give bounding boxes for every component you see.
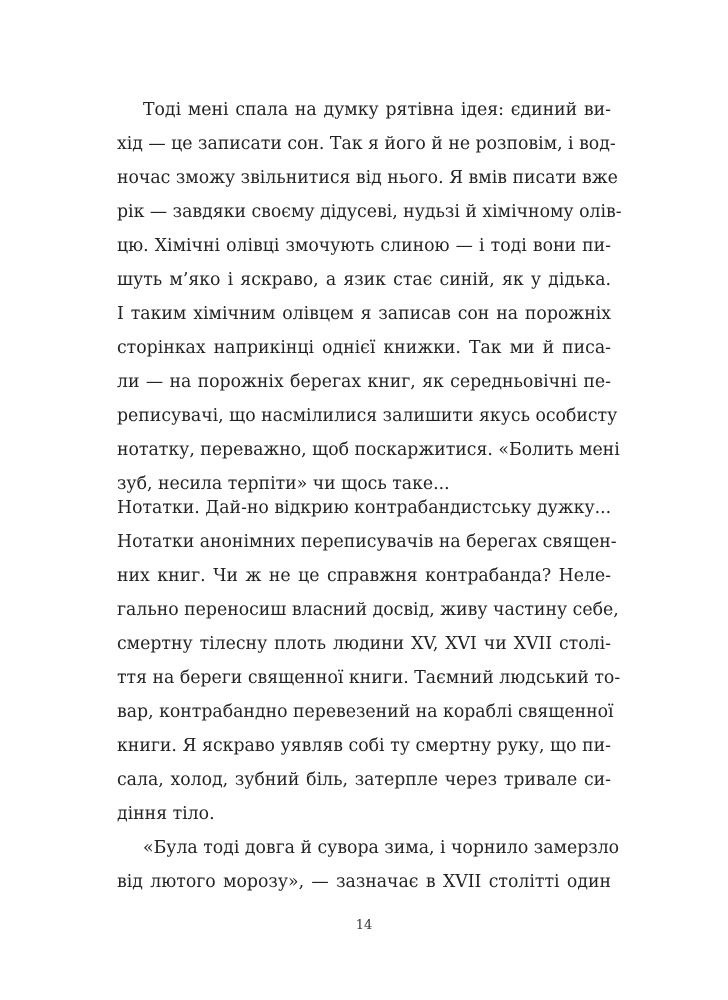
text-line: зуб, несила терпіти» чи щось таке... — [117, 474, 450, 494]
text-line: рік — завдяки своєму дідусеві, нудьзі й хімічному олів- — [117, 202, 622, 222]
text-line: хід — це записати сон. Так я його й не розповім, і вод- — [117, 134, 616, 154]
text-line: шуть м’яко і яскраво, а язик стає синій, як у дідька. — [117, 270, 611, 290]
text-line: ли — на порожніх берегах книг, як середньовічні пе- — [117, 372, 611, 392]
text-line: них книг. Чи ж не це справжня контрабанда? Неле- — [117, 566, 611, 586]
text-line: діння тіло. — [117, 804, 215, 824]
text-line: смертну тілесну плоть людини XV, XVI чи XVII столі- — [117, 634, 611, 654]
text-line: сала, холод, зубний біль, затерпле через тривале си- — [117, 770, 611, 790]
text-line: сторінках наприкінці однієї книжки. Так ми й писа- — [117, 338, 611, 358]
text-line: реписувачі, що насмілилися залишити якусь особисту — [117, 406, 618, 426]
text-line: від лютого морозу», — зазначає в XVII столітті один — [117, 872, 611, 892]
text-line: книги. Я яскраво уявляв собі ту смертну руку, що пи- — [117, 736, 611, 756]
text-line: гально переносиш власний досвід, живу частину себе, — [117, 600, 619, 620]
text-line: цю. Хімічні олівці змочують слиною — і тоді вони пи- — [117, 236, 611, 256]
text-line: нотатку, переважно, щоб поскаржитися. «Болить мені — [117, 440, 620, 460]
text-line: вар, контрабандно перевезений на кораблі священної — [117, 702, 614, 722]
text-line: «Була тоді довга й сувора зима, і чорнило замерзло — [143, 838, 620, 858]
text-line: ття на береги священної книги. Таємний людський то- — [117, 668, 621, 688]
text-line: Нотатки. Дай-но відкрию контрабандистську дужку... — [117, 498, 612, 518]
text-line: І таким хімічним олівцем я записав сон на порожніх — [117, 304, 611, 324]
page-number: 14 — [355, 918, 373, 933]
text-line: Нотатки анонімних переписувачів на берегах священ- — [117, 532, 617, 552]
text-line: ночас зможу звільнитися від нього. Я вмів писати вже — [117, 168, 618, 188]
text-line: Тоді мені спала на думку рятівна ідея: єдиний ви- — [143, 100, 611, 120]
